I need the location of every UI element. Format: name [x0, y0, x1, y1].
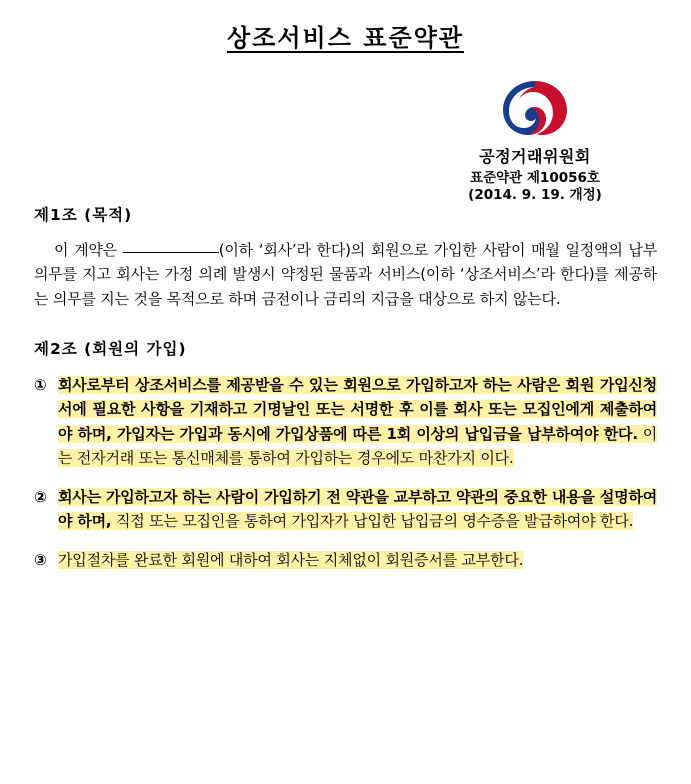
article-2-list [34, 373, 657, 572]
article-1-paragraph [34, 238, 657, 311]
revision-date: (2014. 9. 19. 개정) [468, 186, 602, 203]
list-item-number: ① [34, 375, 47, 394]
standard-terms-code: 표준약관 제10056호 [470, 170, 600, 186]
article-1-heading: 제1조 (목적) [34, 206, 133, 224]
list-item-text [58, 373, 657, 471]
list-item-text-bold: 회사로부터 상조서비스를 제공받을 수 있는 회원으로 가입하고자 하는 사람은 회원 가입신청서에 필요한 사항을 기재하고 기명날인 또는 서명한 후 이를 회사 또는 모집인에게 제출하여야 하며, 가입자는 가입과 동시에 가입상품에 따른 1회 이상의 납입금을 납부하여야 한다. [58, 375, 657, 443]
emblem-block [425, 78, 645, 204]
list-item-text-plain: 가입절차를 완료한 회원에 대하여 회사는 지체없이 회원증서를 교부한다. [58, 550, 524, 569]
list-item-number: ③ [34, 550, 47, 569]
page-title: 상조서비스 표준약관 [226, 24, 464, 52]
list-item [34, 373, 657, 471]
list-item-text [58, 548, 657, 572]
article-1-text-before-blank: 이 계약은 [54, 241, 123, 259]
list-item-text [58, 485, 657, 534]
list-item-text-plain: 직접 또는 모집인을 통하여 가입자가 납입한 납입금의 영수증을 발급하여야 한다. [111, 512, 634, 531]
ftc-taegeuk-logo-icon [498, 78, 572, 140]
article-2-heading: 제2조 (회원의 가입) [34, 339, 187, 358]
list-item-text-plain: 이는 전자거래 또는 통신매체를 통하여 가입하는 경우에도 마찬가지 이다. [58, 424, 657, 468]
list-item [34, 548, 657, 572]
list-item-text-bold: 회사는 가입하고자 하는 사람이 가입하기 전 약관을 교부하고 약관의 중요한 내용을 설명하여야 하며, [58, 487, 657, 531]
article-1-text-after-blank: (이하 ‘회사’라 한다)의 회원으로 가입한 사람이 매월 일정액의 납부의무를 지고 회사는 가정 의례 발생시 약정된 물품과 서비스(이하 ‘상조서비스’라 한다)를 제공하는 의무를 지는 것을 목적으로 하며 금전이나 금리의 지급을 대상으로 하지 않는다. [34, 241, 657, 308]
document-page [0, 18, 691, 784]
list-item-number: ② [34, 487, 47, 506]
list-item [34, 485, 657, 534]
agency-name: 공정거래위원회 [479, 147, 591, 166]
fill-in-blank [123, 252, 219, 253]
